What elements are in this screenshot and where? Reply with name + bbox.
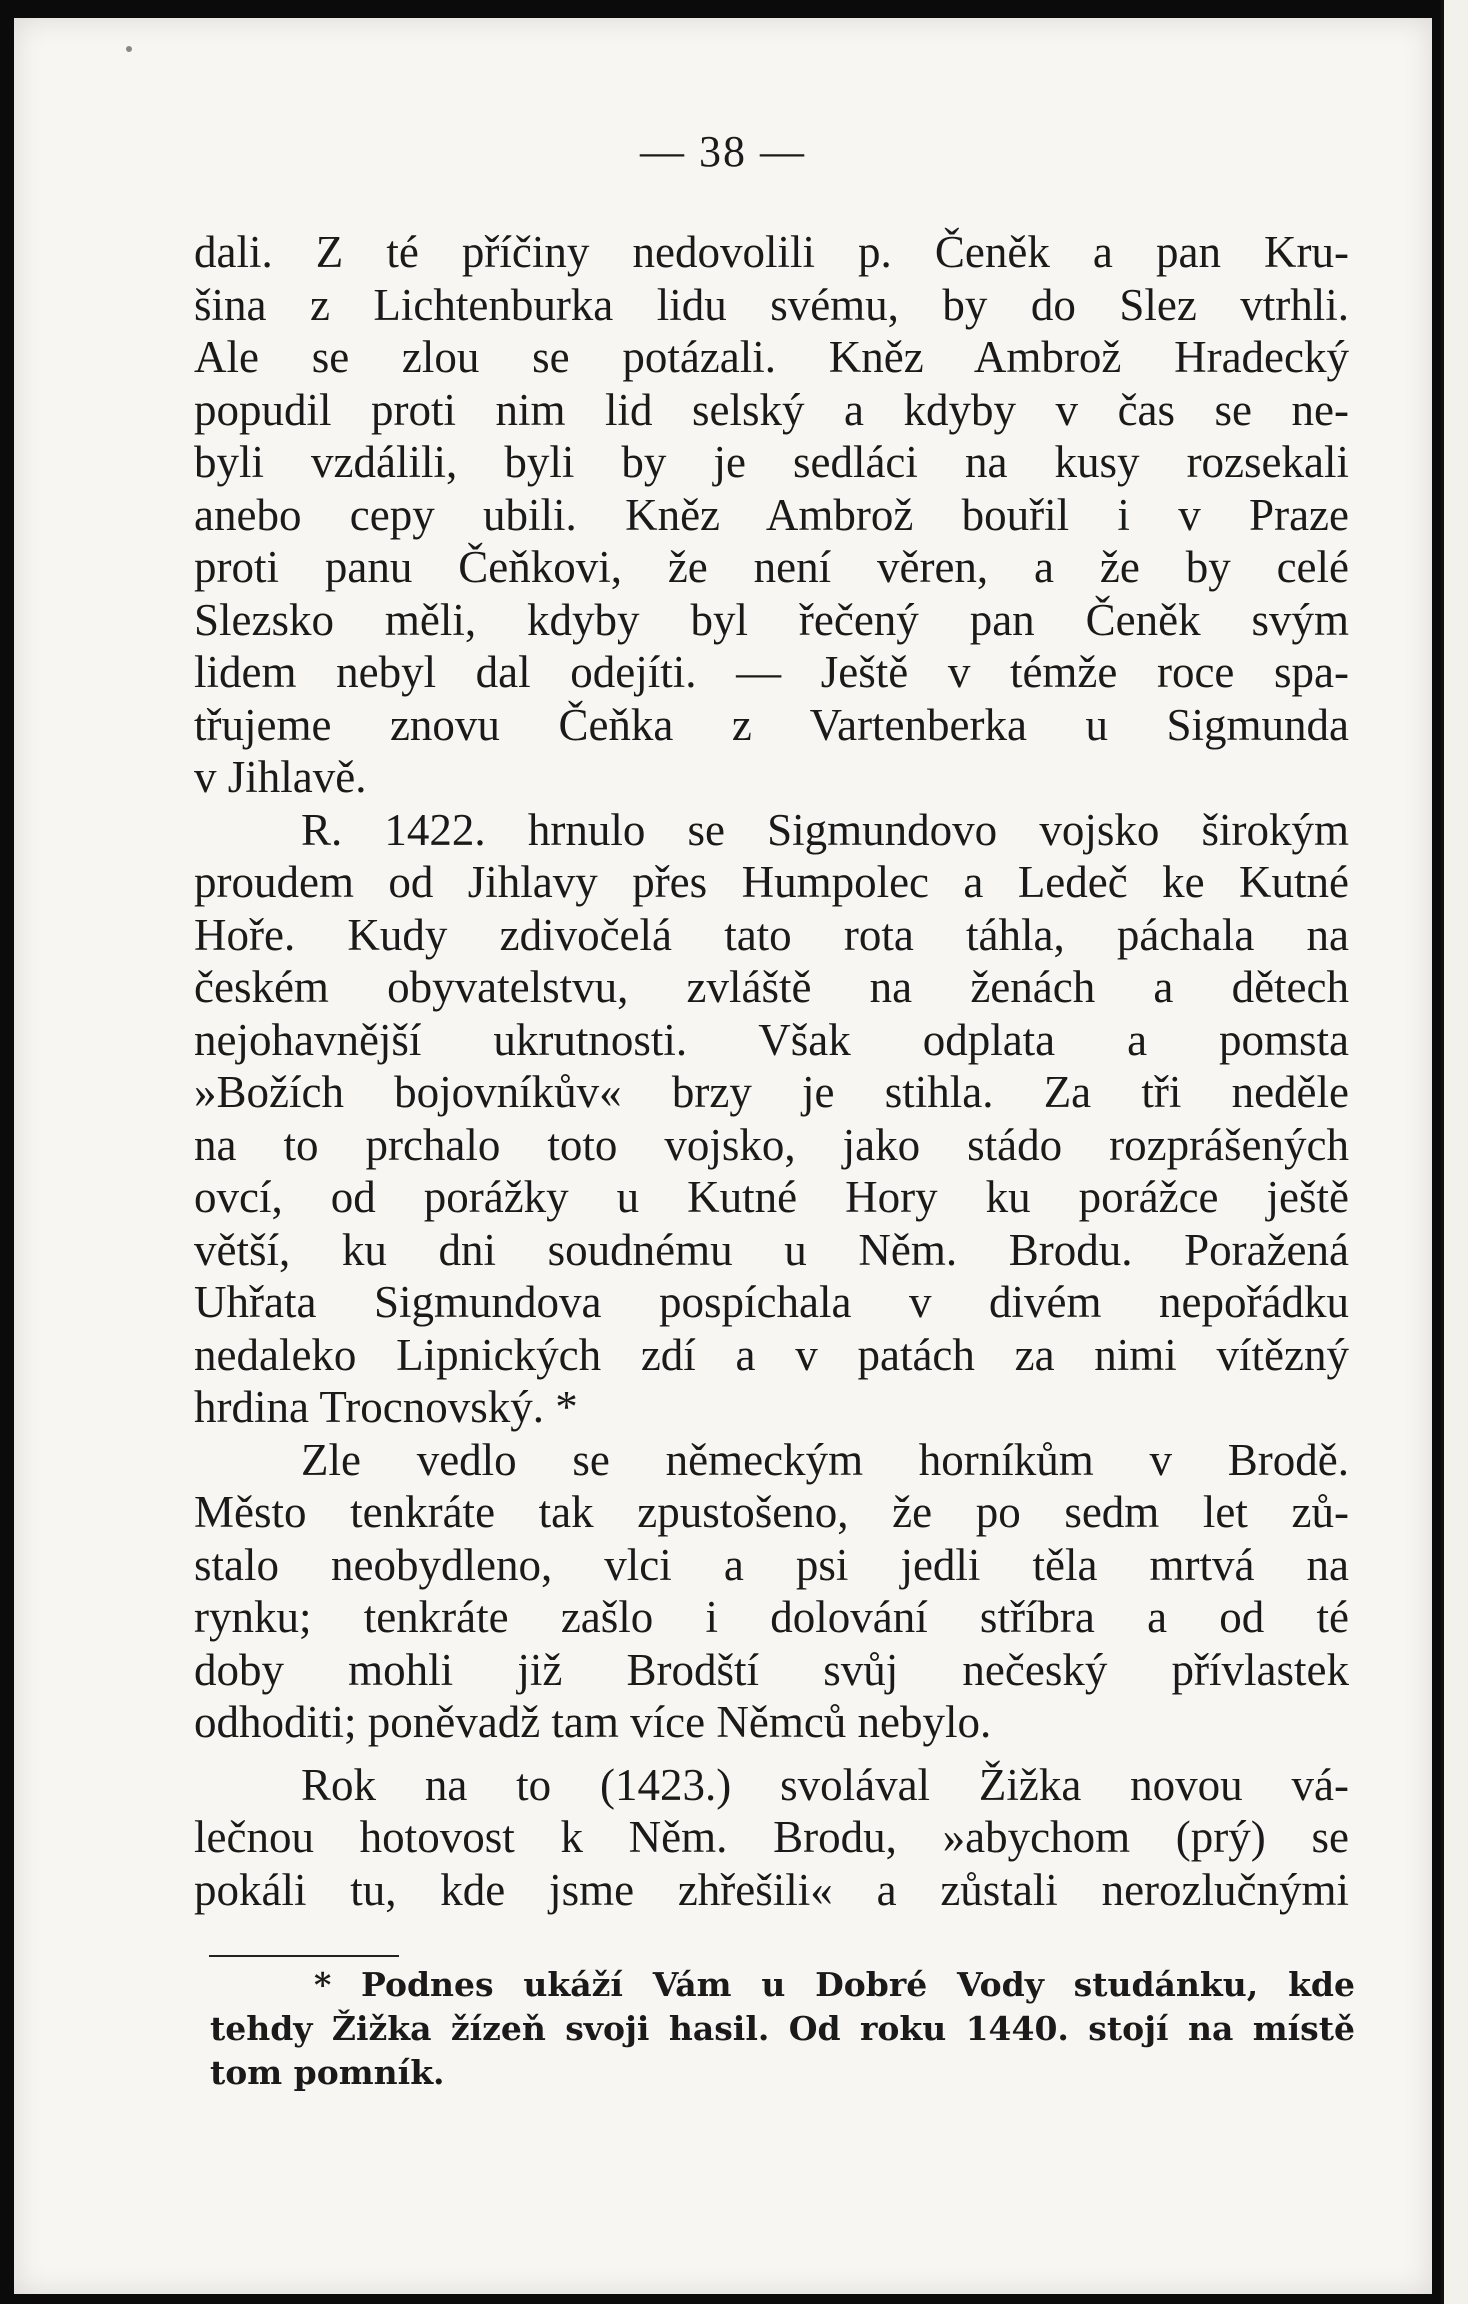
body-text-line: třujeme znovu Čeňka z Vartenberka u Sigmunda <box>194 699 1349 750</box>
footnote-line: tehdy Žižka žízeň svoji hasil. Od roku 1440. stojí na místě <box>210 2009 1355 2048</box>
body-text-line: nejohavnější ukrutnosti. Však odplata a pomsta <box>194 1014 1349 1065</box>
body-text-line: Uhřata Sigmundova pospíchala v divém nepořádku <box>194 1277 1349 1327</box>
body-text-line: Město tenkráte tak zpustošeno, že po sedm let zů- <box>194 1487 1349 1537</box>
body-text-line: »Božích bojovníkův« brzy je stihla. Za tři neděle <box>194 1067 1349 1117</box>
body-text-line: lidem nebyl dal odejíti. — Ještě v témže roce spa- <box>194 647 1349 697</box>
body-text-line: odhoditi; poněvadž tam více Němců nebylo. <box>194 1697 992 1747</box>
body-text-line: Rok na to (1423.) svolával Žižka novou vá- <box>301 1759 1349 1810</box>
body-text-line: proti panu Čeňkovi, že není věren, a že by celé <box>194 542 1349 592</box>
body-text-line: na to prchalo toto vojsko, jako stádo rozprášených <box>194 1119 1349 1170</box>
body-text-line: dali. Z té příčiny nedovolili p. Čeněk a pan Kru- <box>194 227 1349 277</box>
body-text-line: lečnou hotovost k Něm. Brodu, »abychom (prý) se <box>194 1812 1349 1862</box>
body-text-line: ovcí, od porážky u Kutné Hory ku porážce ještě <box>194 1172 1349 1222</box>
body-text-line: doby mohli již Brodští svůj nečeský přívlastek <box>194 1644 1349 1695</box>
body-text-line: Ale se zlou se potázali. Kněz Ambrož Hradecký <box>194 332 1349 382</box>
book-page <box>14 18 1432 2294</box>
footnote-line: tom pomník. <box>210 2053 445 2092</box>
paragraph-gap <box>194 1749 1349 1759</box>
body-text-line: byli vzdálili, byli by je sedláci na kusy rozsekali <box>194 437 1349 487</box>
body-text-line: v Jihlavě. <box>194 752 367 802</box>
body-text-line: rynku; tenkráte zašlo i dolování stříbra a od té <box>194 1592 1349 1642</box>
scan-speck <box>126 46 132 52</box>
body-text-line: Zle vedlo se německým horníkům v Brodě. <box>301 1434 1349 1485</box>
body-text-line: českém obyvatelstvu, zvláště na ženách a dětech <box>194 962 1349 1012</box>
footnote <box>210 1963 1355 2095</box>
body-text-line: stalo neobydleno, vlci a psi jedli těla mrtvá na <box>194 1539 1349 1590</box>
body-text-line: hrdina Trocnovský. * <box>194 1382 578 1432</box>
body-text-line: anebo cepy ubili. Kněz Ambrož bouřil i v Praze <box>194 489 1349 540</box>
body-text-line: větší, ku dni soudnému u Něm. Brodu. Poražená <box>194 1224 1349 1275</box>
body-text-line: nedaleko Lipnických zdí a v patách za nimi vítězný <box>194 1329 1349 1380</box>
body-text-line: Hoře. Kudy zdivočelá tato rota táhla, páchala na <box>194 909 1349 960</box>
body-text-line: šina z Lichtenburka lidu svému, by do Slez vtrhli. <box>194 279 1349 330</box>
body-text-line: proudem od Jihlavy přes Humpolec a Ledeč ke Kutné <box>194 857 1349 907</box>
body-text-line: popudil proti nim lid selský a kdyby v čas se ne- <box>194 384 1349 435</box>
body-text-line: pokáli tu, kde jsme zhřešili« a zůstali nerozlučnými <box>194 1864 1349 1915</box>
footnote-line: * Podnes ukáží Vám u Dobré Vody studánku, kde <box>314 1965 1355 2004</box>
body-text-line: Slezsko měli, kdyby byl řečený pan Čeněk svým <box>194 594 1349 645</box>
body-text-line: R. 1422. hrnulo se Sigmundovo vojsko širokým <box>301 804 1349 855</box>
footnote-rule <box>209 1955 399 1957</box>
body-text <box>194 226 1349 1916</box>
page-edge <box>1441 0 1468 2304</box>
page-number: — 38 — <box>640 127 806 176</box>
